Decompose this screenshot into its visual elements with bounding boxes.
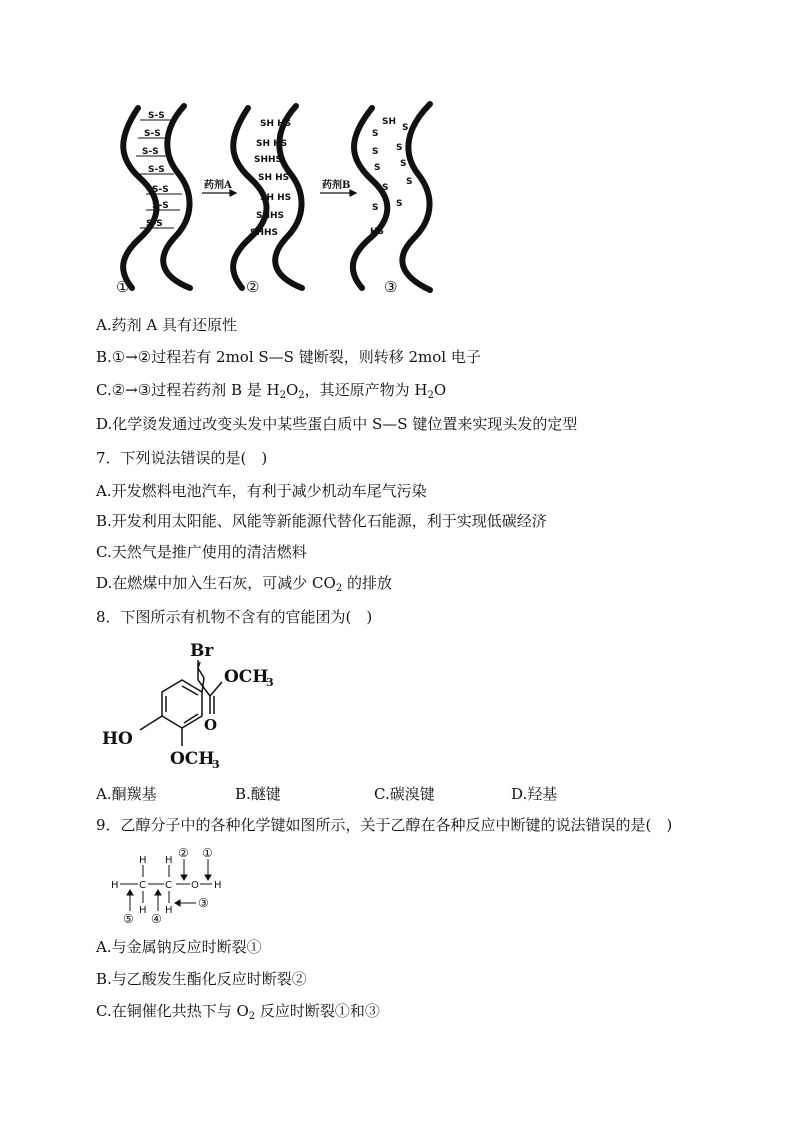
helix3-bond-2: S	[372, 129, 379, 139]
helix2-bond-5: SH HS	[260, 193, 292, 203]
q6-option-b: B.①→②过程若有 2mol S—S 键断裂，则转移 2mol 电子	[96, 348, 481, 366]
helix1-strand-right	[163, 106, 190, 288]
ethanol-c2: C	[165, 880, 172, 891]
q6-c-sub1: 2	[279, 390, 286, 401]
helix1-bond-1: S-S	[148, 111, 165, 121]
q8-option-c: C.碳溴键	[374, 785, 435, 803]
q6-c-text3: ，其还原产物为 H	[304, 381, 428, 399]
mol-och3-top-sub: 3	[266, 676, 274, 689]
caption-3: ③	[384, 278, 398, 296]
helix1-bond-5: S-S	[152, 185, 169, 195]
mol-och3-top-label: OCH	[224, 667, 269, 687]
q6-option-d: D.化学烫发通过改变头发中某些蛋白质中 S—S 键位置来实现头发的定型	[96, 415, 578, 433]
helix3-bond-6: S	[374, 163, 381, 173]
q9-c-text: C.在铜催化共热下与 O	[96, 1002, 249, 1020]
bond-marker-3: ③	[198, 896, 209, 910]
helix3-bond-4: S	[372, 147, 379, 157]
bond-marker-5: ⑤	[123, 912, 134, 926]
q9-option-b: B.与乙酸发生酯化反应时断裂②	[96, 970, 307, 988]
mol-och3-bottom-sub: 3	[212, 758, 220, 771]
mol-br-label: Br	[190, 641, 214, 661]
helix3-bond-5: S	[396, 143, 403, 153]
mol-ho-label: HO	[102, 729, 133, 749]
helix2-bond-2: SH HS	[256, 139, 288, 149]
mol-och3-bottom-label: OCH	[170, 749, 215, 769]
q7-option-c: C.天然气是推广使用的清洁燃料	[96, 543, 307, 561]
ethanol-c1: C	[139, 880, 146, 891]
helix1-bond-2: S-S	[144, 129, 161, 139]
arrow-label-reagent-b: 药剂B	[322, 180, 351, 191]
ethanol-h-right: H	[214, 880, 222, 891]
bond-marker-4: ④	[151, 912, 162, 926]
q6-option-c	[96, 380, 446, 406]
q9-c-end: 反应时断裂①和③	[255, 1002, 380, 1020]
ethanol-h-bottom1: H	[139, 905, 147, 916]
helix1-bond-7: S-S	[146, 219, 163, 229]
q7-d-sub: 2	[335, 583, 343, 594]
q6-option-a: A.药剂 A 具有还原性	[96, 316, 237, 334]
caption-1: ①	[116, 278, 130, 296]
q9-stem: 9．乙醇分子中的各种化学键如图所示，关于乙醇在各种反应中断键的说法错误的是( )	[96, 816, 673, 834]
q9-c-sub: 2	[248, 1011, 256, 1022]
ethanol-o: O	[191, 880, 199, 891]
q8-options	[96, 783, 736, 805]
q6-c-text4: O	[433, 381, 447, 399]
helix2-bond-4: SH HS	[258, 173, 290, 183]
ethanol-h-top1: H	[139, 855, 147, 866]
mol-carbonyl-o-label: O	[204, 716, 218, 734]
helix1-bond-4: S-S	[148, 165, 165, 175]
helix3-bond-1: SH	[382, 117, 397, 127]
q6-c-sub3: 2	[427, 390, 434, 401]
q6-c-text2: O	[285, 381, 299, 399]
helix2-bond-6: SHHS	[256, 211, 285, 221]
q7-option-b: B.开发利用太阳能、风能等新能源代替化石能源，利于实现低碳经济	[96, 512, 547, 530]
helix1-bond-6: S-S	[152, 201, 169, 211]
helix3-bond-10: S	[372, 203, 379, 213]
q8-option-b: B.醚键	[235, 785, 281, 803]
helix2-bond-3: SHHS	[254, 155, 283, 165]
bond-marker-1: ①	[202, 846, 213, 860]
helix3-bond-3: S	[402, 123, 409, 133]
q8-molecule-figure	[100, 640, 290, 775]
helix2-bond-1: SH HS	[260, 119, 292, 129]
hair-disulfide-figure	[110, 98, 450, 298]
q9-ethanol-figure	[108, 845, 238, 927]
q7-option-a: A.开发燃料电池汽车，有利于减少机动车尾气污染	[96, 482, 427, 500]
helix3-bond-11: S	[396, 199, 403, 209]
helix3-bond-12: HS	[370, 227, 385, 237]
q7-stem: 7．下列说法错误的是( )	[96, 449, 268, 467]
arrow-label-reagent-a: 药剂A	[204, 180, 232, 191]
caption-2: ②	[246, 278, 260, 296]
q8-stem: 8．下图所示有机物不含有的官能团为( )	[96, 608, 373, 626]
q9-option-c	[96, 1001, 380, 1027]
q9-option-a: A.与金属钠反应时断裂①	[96, 938, 262, 956]
q8-option-a: A.酮羰基	[96, 785, 157, 803]
ethanol-h-bottom2: H	[165, 905, 173, 916]
helix3-strand-left	[353, 108, 387, 288]
helix3-bond-9: S	[406, 177, 413, 187]
q7-d-text: D.在燃煤中加入生石灰，可减少 CO	[96, 574, 336, 592]
q6-c-text1: C.②→③过程若药剂 B 是 H	[96, 381, 280, 399]
helix1-bond-3: S-S	[142, 147, 159, 157]
helix2-bond-7: SHHS	[250, 228, 279, 238]
bond-marker-2: ②	[178, 846, 189, 860]
helix3-bond-7: S	[400, 159, 407, 169]
q6-c-sub2: 2	[298, 390, 305, 401]
q7-option-d	[96, 573, 392, 599]
q8-option-d: D.羟基	[511, 785, 558, 803]
ethanol-h-left: H	[111, 880, 119, 891]
ethanol-h-top2: H	[165, 855, 173, 866]
helix3-bond-8: S	[382, 183, 389, 193]
q7-d-end: 的排放	[342, 574, 392, 592]
